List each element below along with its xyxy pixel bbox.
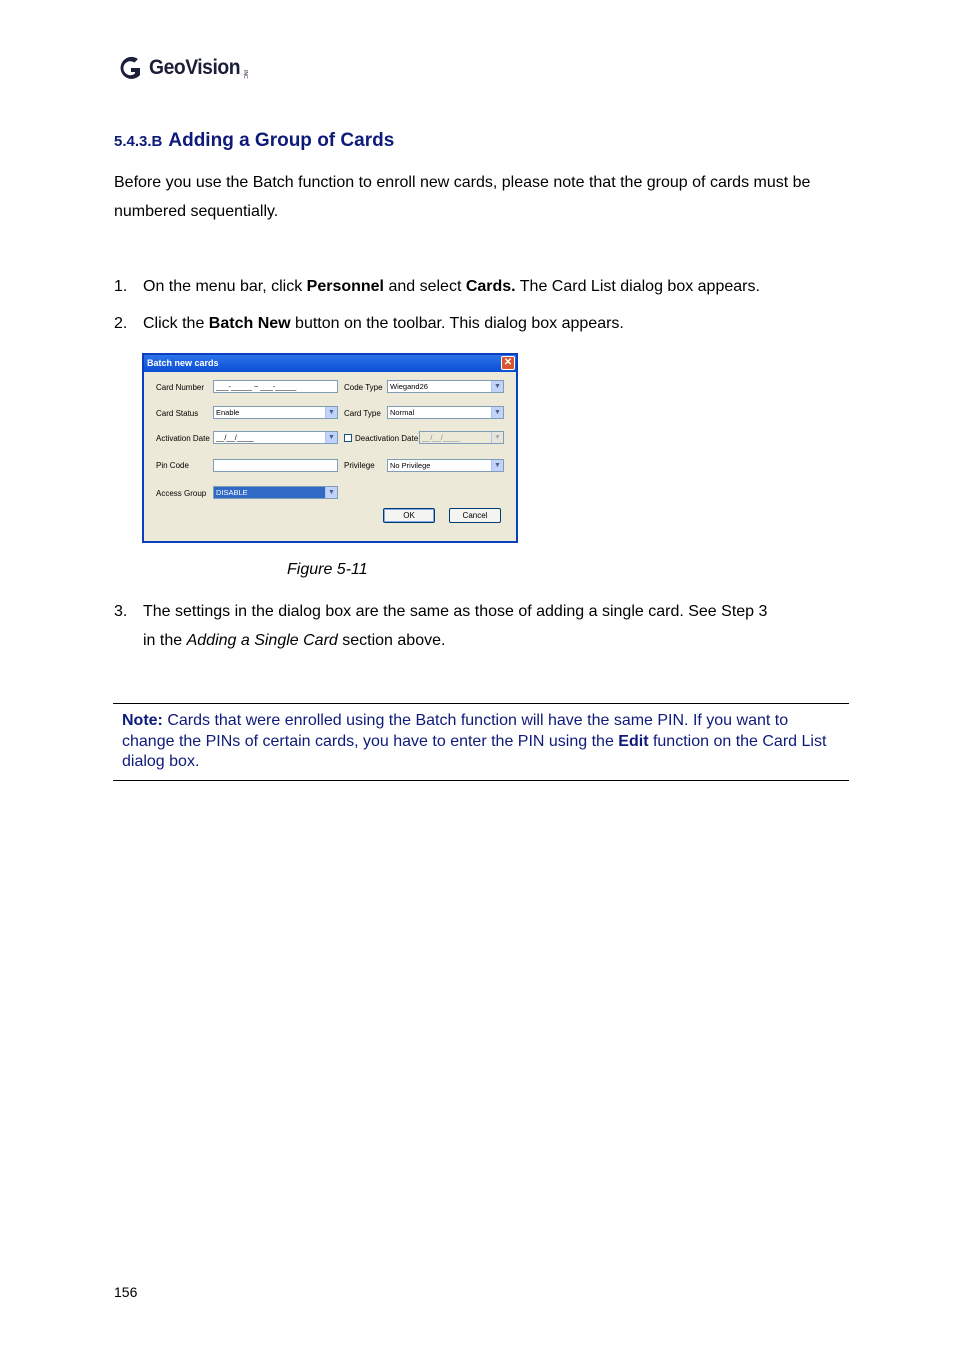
section-number: 5.4.3.B (114, 133, 163, 150)
dialog-title: Batch new cards (147, 358, 219, 368)
pin-code-label: Pin Code (156, 461, 189, 470)
dialog-titlebar (144, 355, 516, 372)
chevron-down-icon[interactable]: ▼ (491, 381, 503, 392)
card-number-input[interactable]: ___-_____ ~ ___-_____ (213, 380, 338, 393)
step-number: 1. (114, 278, 128, 295)
card-number-label: Card Number (156, 383, 205, 392)
chevron-down-icon[interactable]: ▼ (491, 460, 503, 471)
logo-tm: INC (241, 69, 248, 79)
menu-cards: Cards. (465, 278, 516, 295)
section-heading (114, 130, 394, 152)
privilege-select[interactable]: No Privilege ▼ (387, 459, 504, 472)
cancel-button[interactable]: Cancel (449, 508, 501, 523)
figure-caption: Figure 5-11 (287, 561, 368, 578)
privilege-label: Privilege (344, 461, 375, 470)
chevron-down-icon[interactable]: ▼ (325, 407, 337, 418)
batch-new-label: Batch New (208, 315, 291, 332)
deactivation-date-label: Deactivation Date (355, 434, 419, 443)
section-reference: Adding a Single Card (186, 632, 338, 649)
step-text-line-1: The settings in the dialog box are the same as those of adding a single card. See Step 3 (143, 603, 768, 620)
step-number: 2. (114, 315, 128, 332)
chevron-down-icon[interactable]: ▼ (491, 407, 503, 418)
section-title: Adding a Group of Cards (168, 130, 395, 151)
access-group-select[interactable]: DISABLE ▼ (213, 486, 338, 499)
ok-button[interactable]: OK (383, 508, 435, 523)
activation-date-label: Activation Date (156, 434, 210, 443)
note-box: Note: Cards that were enrolled using the Batch function will have the same PIN. If you want to change the PINs of certain cards, you have to enter the PIN using the Edit function on the Card List dialog box. (113, 703, 849, 781)
batch-new-cards-dialog (142, 353, 518, 543)
step-text: Click the Batch New button on the toolbar. This dialog box appears. (143, 315, 624, 332)
menu-personnel: Personnel (306, 278, 384, 295)
step-number: 3. (114, 603, 128, 620)
chevron-down-icon[interactable]: ▼ (325, 487, 337, 498)
card-status-label: Card Status (156, 409, 199, 418)
access-group-label: Access Group (156, 489, 207, 498)
close-icon[interactable]: ✕ (501, 356, 515, 370)
step-text-line-2: in the Adding a Single Card section above. (143, 632, 446, 649)
card-type-select[interactable]: Normal ▼ (387, 406, 504, 419)
chevron-down-icon[interactable]: ▼ (325, 432, 337, 443)
intro-paragraph: Before you use the Batch function to enroll new cards, please note that the group of cards must be numbered sequentially. (114, 174, 811, 220)
note-label: Note: (122, 712, 163, 729)
code-type-select[interactable]: Wiegand26 ▼ (387, 380, 504, 393)
step-text: On the menu bar, click Personnel and select Cards. The Card List dialog box appears. (143, 278, 760, 295)
deactivation-date-checkbox[interactable] (344, 434, 352, 442)
code-type-label: Code Type (344, 383, 383, 392)
chevron-down-icon[interactable]: ▼ (491, 432, 503, 443)
geovision-logo-icon (116, 53, 146, 83)
logo-text: GeoVision (149, 56, 241, 79)
activation-date-picker[interactable]: __/__/____ ▼ (213, 431, 338, 444)
geovision-logo (116, 52, 248, 84)
card-status-select[interactable]: Enable ▼ (213, 406, 338, 419)
edit-label: Edit (618, 732, 649, 750)
page-number: 156 (114, 1284, 138, 1300)
deactivation-date-picker[interactable]: __/__/____ ▼ (419, 431, 504, 444)
pin-code-input[interactable] (213, 459, 338, 472)
card-type-label: Card Type (344, 409, 381, 418)
